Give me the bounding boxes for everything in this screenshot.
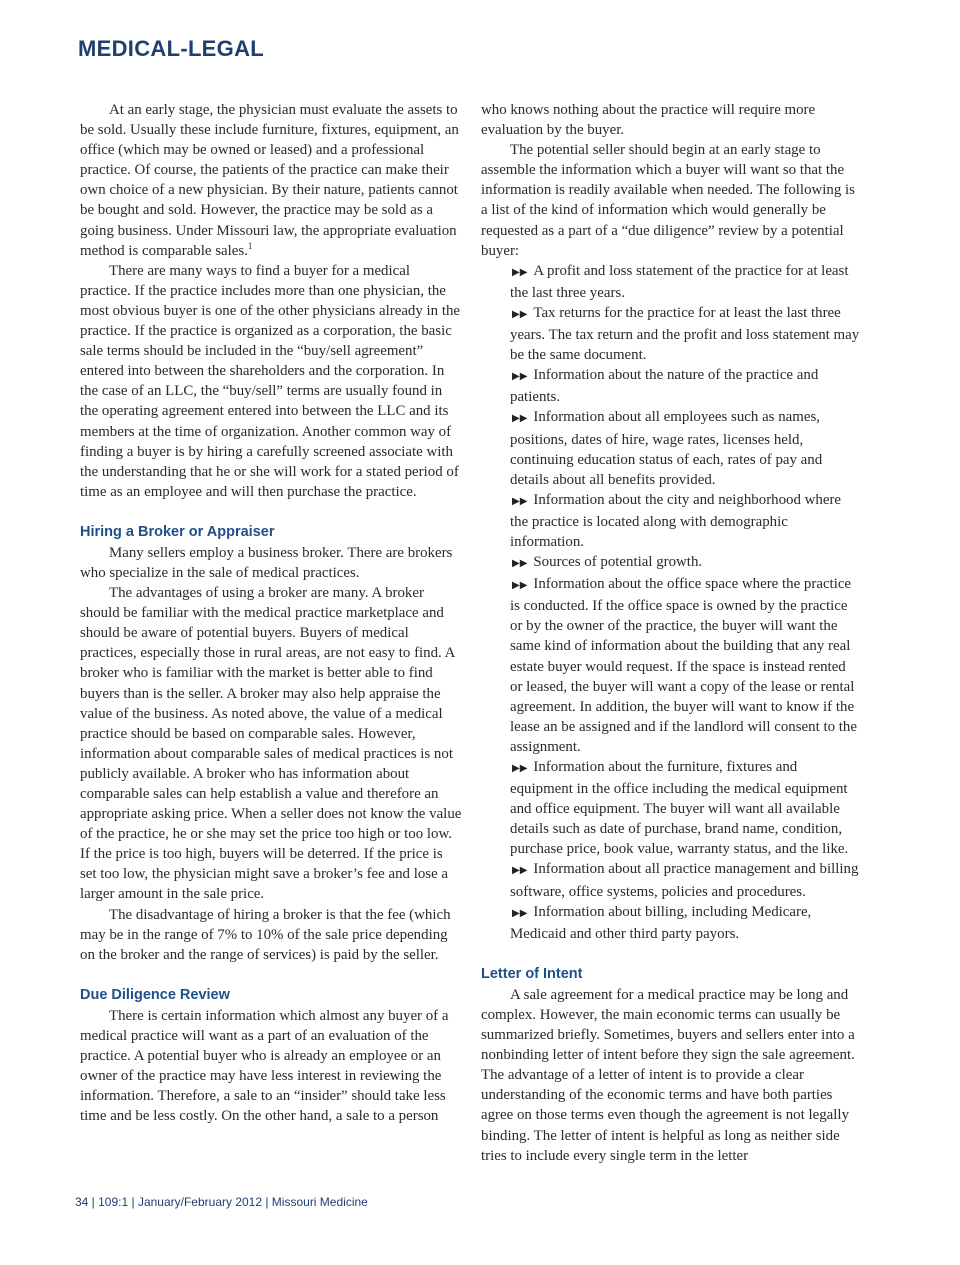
list-item: ▶▶ Information about all practice management and billing software, office systems, policies and procedures. (510, 861, 859, 900)
left-column (80, 100, 462, 1126)
paragraph: Many sellers employ a business broker. There are brokers who specialize in the sale of medical practices. (80, 544, 453, 581)
list-item: ▶▶ Information about the furniture, fixtures and equipment in the office including the medical equipment and office equipment. The buyer will want all available details such as date of purchase, brand name, condition, purchase price, book value, warranty status, and the like. (510, 759, 849, 858)
paragraph: There is certain information which almost any buyer of a medical practice will want as a part of an evaluation of the practice. A potential buyer who is already an employee or an owner of the practice may have less interest in reviewing the information. Therefore, a sale to an “insider” should take less time and be less costly. On the other hand, a sale to a person (80, 1007, 449, 1125)
section-header: MEDICAL-LEGAL (78, 36, 264, 61)
paragraph: The disadvantage of hiring a broker is that the fee (which may be in the range of 7% to 10% of the sale price depending on the broker and the range of services) is paid by the seller. (80, 906, 451, 963)
double-arrow-icon: ▶▶ (512, 865, 528, 877)
double-arrow-icon: ▶▶ (512, 413, 528, 425)
list-item: ▶▶ Information about billing, including Medicare, Medicaid and other third party payors. (510, 903, 812, 942)
double-arrow-icon: ▶▶ (512, 266, 528, 278)
paragraph: The advantages of using a broker are many. A broker should be familiar with the medical practice marketplace and should be aware of potential buyers. Buyers of medical practices, especially those in rural areas, are not easy to find. A broker who is familiar with the market is better able to find buyers than is the seller. A broker may also help appraise the value of the business. As noted above, the value of a medical practice should be based on comparable sales. However, information about comparable sales of medical practices is not publicly available. A broker who has information about comparable sales can help establish a value and therefore an appropriate asking price. When a seller does not know the value of the practice, he or she may set the price too high or too low. If the price is too high, buyers will be deterred. If the price is set too low, the physician might save a broker’s fee and lose a larger amount in the sale price. (80, 585, 462, 903)
footnote-ref[interactable]: 1 (247, 240, 253, 251)
paragraph: A sale agreement for a medical practice may be long and complex. However, the main economic terms can usually be summarized briefly. Sometimes, buyers and sellers enter into a nonbinding letter of intent before they sign the sale agreement. The advantage of a letter of intent is to provide a clear understanding of the economic terms and have both parties agree on those terms even though the agreement is not legally binding. The letter of intent is helpful as long as neither side tries to include every single term in the letter (481, 986, 855, 1164)
double-arrow-icon: ▶▶ (512, 495, 528, 507)
paragraph: who knows nothing about the practice will require more evaluation by the buyer. (481, 102, 816, 139)
list-item: ▶▶ Information about all employees such as names, positions, dates of hire, wage rates, licenses held, continuing education status of each, rates of pay and details about all benefits provided. (510, 409, 823, 488)
right-column (481, 100, 861, 1166)
paragraph: There are many ways to find a buyer for a medical practice. If the practice includes more than one physician, the most obvious buyer is one of the other physicians already in the practice. If the practice is organized as a corporation, the basic sale terms should be included in the “buy/sell agreement” entered into between the shareholders and the corporation. In the case of an LLC, the “buy/sell” terms are usually found in the operating agreement entered into between the LLC and its members at the time of organization. Another common way of finding a buyer is by hiring a carefully screened associate with the understanding that he or she will work for a stated period of time as an employee and will then purchase the practice. (80, 262, 461, 500)
double-arrow-icon: ▶▶ (512, 580, 528, 592)
list-item: ▶▶ Tax returns for the practice for at least the last three years. The tax return and the profit and loss statement may be the same document. (510, 304, 860, 364)
heading-letter-of-intent: Letter of Intent (481, 965, 583, 982)
list-item: ▶▶ Information about the city and neighborhood where the practice is located along with demographic information. (510, 491, 842, 550)
due-diligence-list (481, 261, 861, 944)
double-arrow-icon: ▶▶ (512, 907, 528, 919)
double-arrow-icon: ▶▶ (512, 371, 528, 383)
paragraph: At an early stage, the physician must evaluate the assets to be sold. Usually these include furniture, fixtures, equipment, an office (which may be owned or leased) and a professional practice. Of course, the patients of the practice can make their own choice of a new physician. By their nature, patients cannot be bought and sold. However, the practice may be sold as a going business. Under Missouri law, the appropriate evaluation method is comparable sales.$^1$ (80, 102, 459, 259)
paragraph: The potential seller should begin at an early stage to assemble the information which a buyer will want so that the information is readily available when needed. The following is a list of the kind of information which would generally be requested as a part of a “due diligence” review by a potential buyer: (481, 142, 855, 259)
heading-hiring-broker: Hiring a Broker or Appraiser (80, 523, 275, 540)
heading-due-diligence: Due Diligence Review (80, 986, 230, 1003)
page-footer: 34 | 109:1 | January/February 2012 | Missouri Medicine (75, 1195, 368, 1209)
double-arrow-icon: ▶▶ (512, 763, 528, 774)
double-arrow-icon: ▶▶ (512, 308, 528, 320)
list-item: ▶▶ A profit and loss statement of the practice for at least the last three years. (510, 262, 849, 301)
list-item: ▶▶ Information about the nature of the practice and patients. (510, 367, 819, 406)
list-item: ▶▶ Sources of potential growth. (512, 554, 703, 571)
list-item: ▶▶ Information about the office space where the practice is conducted. If the office space is owned by the practice or by the owner of the practice, the buyer will want the same kind of information about the building that any real estate buyer would request. If the space is instead rented or leased, the buyer will want a copy of the lease or rental agreement. In addition, the buyer will want to know if the lease an be assigned and if the landlord will consent to the assignment. (510, 576, 857, 755)
double-arrow-icon: ▶▶ (512, 558, 528, 570)
